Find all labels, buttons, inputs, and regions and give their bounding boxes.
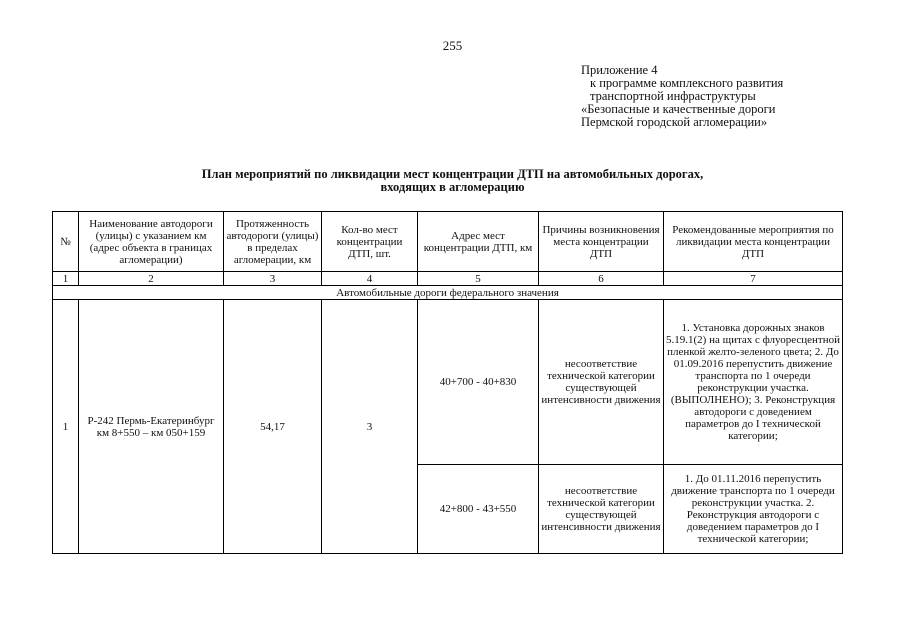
title-line: входящих в агломерацию — [380, 180, 525, 194]
appendix-line: к программе комплексного развития — [590, 76, 784, 90]
reason-cell: несоответствие технической категории существующей интенсивности движения — [539, 465, 664, 554]
header-cell-address: Адрес мест концентрации ДТП, км — [418, 212, 539, 272]
column-number-row — [53, 272, 843, 286]
count-cell: 3 — [322, 300, 418, 554]
address-cell: 42+800 - 43+550 — [418, 465, 539, 554]
title-line: План мероприятий по ликвидации мест концентрации ДТП на автомобильных дорогах, — [201, 167, 704, 181]
measures-cell: 1. Установка дорожных знаков 5.19.1(2) на щитах с флуоресцентной пленкой желто-зеленого цвета; 2. До 01.09.2016 перепустить движение транспорта по 1 очереди реконструкции участка. (ВЫПОЛНЕНО); 3. Реконструкция автодороги с доведением параметров до I технической категории; — [664, 300, 843, 465]
column-number: 7 — [664, 272, 843, 286]
length-cell: 54,17 — [224, 300, 322, 554]
appendix-line: Пермской городской агломерации» — [581, 115, 768, 129]
measures-cell: 1. До 01.11.2016 перепустить движение транспорта по 1 очереди реконструкции участка. 2. Реконструкция автодороги с доведением параметров до I технической категории; — [664, 465, 843, 554]
appendix-line: «Безопасные и качественные дороги — [581, 102, 776, 116]
road-name-cell: Р-242 Пермь-Екатеринбург км 8+550 – км 050+159 — [79, 300, 224, 554]
address-cell: 40+700 - 40+830 — [418, 300, 539, 465]
appendix-line: транспортной инфраструктуры — [590, 89, 756, 103]
header-cell-measures: Рекомендованные мероприятия по ликвидации места концентрации ДТП — [664, 212, 843, 272]
reason-cell: несоответствие технической категории существующей интенсивности движения — [539, 300, 664, 465]
column-number: 3 — [224, 272, 322, 286]
column-number: 1 — [53, 272, 79, 286]
section-title: Автомобильные дороги федерального значения — [53, 286, 843, 300]
page-number: 255 — [442, 38, 463, 53]
measures-table — [52, 211, 843, 554]
table-row — [53, 300, 843, 465]
header-cell-number: № — [53, 212, 79, 272]
appendix-note — [581, 64, 783, 129]
appendix-line: Приложение 4 — [581, 63, 658, 77]
column-number: 2 — [79, 272, 224, 286]
header-cell-count: Кол-во мест концентрации ДТП, шт. — [322, 212, 418, 272]
header-cell-road: Наименование автодороги (улицы) с указанием км (адрес объекта в границах агломерации) — [79, 212, 224, 272]
column-number: 6 — [539, 272, 664, 286]
section-row — [53, 286, 843, 300]
header-cell-length: Протяженность автодороги (улицы) в пределах агломерации, км — [224, 212, 322, 272]
column-number: 4 — [322, 272, 418, 286]
row-number: 1 — [53, 300, 79, 554]
header-cell-reason: Причины возникновения места концентрации ДТП — [539, 212, 664, 272]
document-title — [0, 168, 905, 194]
header-row — [53, 212, 843, 272]
column-number: 5 — [418, 272, 539, 286]
